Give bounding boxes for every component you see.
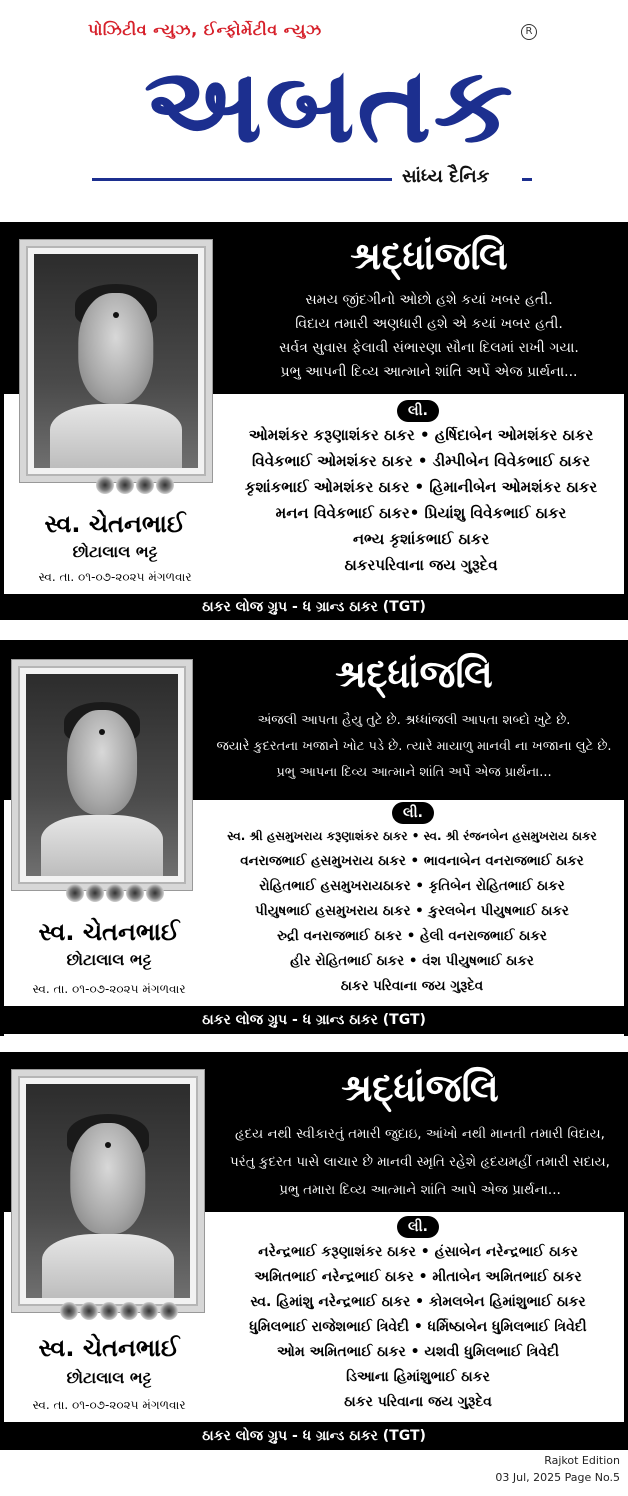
newspaper-logo: અબતક [144,44,516,166]
family-name-line: રોહિતભાઈ હસમુખરાયઠાકર • કૃતિબેન રોહિતભાઈ ઠાકર [259,878,565,894]
registered-mark-icon: R [521,24,537,40]
li-badge: લી. [392,802,434,824]
verse-line: અંજલી આપતા હૈયુ તુટે છે. શ્રધ્ધાંજલી આપતા શબ્દો ખુટે છે. [257,713,571,728]
edition-info [495,1454,620,1484]
verse-line: પ્રભુ તમારા દિવ્ય આત્માને શાંતિ આપે એજ પ્રાર્થના... [279,1182,561,1198]
obituary-notice-1 [0,222,628,620]
verse-line: જયારે કુદરતના ખજાને ખોટ પડે છે. ત્યારે માયાળુ માનવી ના ખજાના લુટે છે. [216,739,612,754]
li-badge: લી. [397,400,439,422]
portrait-frame [20,240,212,482]
notice-title: શ્રદ્ધાંજલિ [350,234,508,278]
verse-line: વિદાય તમારી અણધારી હશે એ કયાં ખબર હતી. [295,316,563,332]
portrait-frame [12,1070,204,1312]
notice-footer: ઠાકર લોજ ગ્રુપ - ધ ગ્રાન્ડ ઠાકર (TGT) [0,1006,628,1034]
deceased-father-name: છોટાલાલ ભટ્ટ [66,950,152,969]
family-name-line: નભ્ય કૃશાંકભાઈ ઠાકર [352,530,490,548]
family-name-line: ઓમ અમિતભાઈ ઠાકર • યશવી ધુમિલભાઈ ત્રિવેદી [277,1344,559,1360]
family-name-line: ઓમશંકર કરૂણાશંકર ઠાકર • હર્ષિદાબેન ઓમશંકર ઠાકર [248,426,594,444]
family-name-line: અમિતભાઈ નરેન્દ્રભાઈ ઠાકર • મીતાબેન અમિતભાઈ ઠાકર [254,1269,582,1285]
family-names [196,824,628,999]
family-name-line: વનરાજભાઈ હસમુખરાય ઠાકર • ભાવનાબેન વનરાજભાઈ ઠાકર [240,853,584,869]
obituary-notice-3 [0,1052,628,1450]
notice-footer: ઠાકર લોજ ગ્રુપ - ધ ગ્રાન્ડ ઠાકર (TGT) [0,594,628,620]
deceased-photo [26,1084,190,1298]
edition-name: Rajkot Edition [544,1454,620,1467]
family-name-line: વિવેકભાઈ ઓમશંકર ઠાકર • ડીમ્પીબેન વિવેકભાઈ ઠાકર [251,452,591,470]
portrait-frame [12,660,192,890]
deceased-date: સ્વ. તા. ૦૧-૦૭-૨૦૨૫ મંગળવાર [32,1398,186,1412]
family-name-line: સ્વ. હિમાંશુ નરેન્દ્રભાઈ ઠાકર • કોમલબેન હિમાંશુભાઈ ઠાકર [250,1294,586,1310]
family-names [208,1240,628,1415]
verse-line: પ્રભુ આપના દિવ્ય આત્માને શાંતિ અર્પે એજ પ્રાર્થના... [276,765,552,780]
deceased-father-name: છોટાલાલ ભટ્ટ [72,542,158,561]
family-name-line: સ્વ. શ્રી હસમુખરાય કરૂણાશંકર ઠાકર • સ્વ. શ્રી રંજનબેન હસમુખરાય ઠાકર [227,829,597,843]
subtitle-rule-left [92,178,392,181]
verse-line: પરંતુ કુદરત પાસે લાચાર છે માનવી સ્મૃતિ રહેશે હૃદયમહીં તમારી સદાય, [230,1154,610,1170]
notice-footer: ઠાકર લોજ ગ્રુપ - ધ ગ્રાન્ડ ઠાકર (TGT) [0,1422,628,1450]
notice-verse [230,288,628,384]
deceased-name: સ્વ. ચેતનભાઈ [38,1334,180,1362]
deceased-father-name: છોટાલાલ ભટ્ટ [66,1368,152,1387]
verse-line: સમય જીંદગીનો ઓછો હશે કયાં ખબર હતી. [305,292,553,308]
flower-decoration [96,476,174,496]
family-name-line: ડિઆના હિમાંશુભાઈ ઠાકર [346,1369,490,1385]
notice-title: શ્રદ્ધાંજલિ [341,1066,499,1110]
family-name-line: ધુમિલભાઈ રાજેશભાઈ ત્રિવેદી • ધર્મિષ્ઠાબેન ધુમિલભાઈ ત્રિવેદી [249,1319,587,1335]
masthead-subtitle-row [92,166,532,194]
notice-border-left [0,222,4,620]
family-name-line: મનન વિવેકભાઈ ઠાકર• પ્રિયાંશુ વિવેકભાઈ ઠાકર [275,504,567,522]
deceased-photo [26,674,178,876]
family-names [214,422,628,578]
deceased-photo [34,254,198,468]
family-name-line: પીયુષભાઈ હસમુખરાય ઠાકર • કુરલબેન પીયુષભાઈ ઠાકર [255,903,569,919]
masthead-tagline: પોઝિટીવ ન્યુઝ, ઈન્ફોર્મેટીવ ન્યુઝ [88,20,322,39]
flower-decoration [60,1302,178,1322]
verse-line: હૃદય નથી સ્વીકારતું તમારી જુદાઇ, આંખો નથી માનતી તમારી વિદાય, [235,1126,605,1142]
notice-verse [212,1120,628,1204]
subtitle-rule-right [522,178,532,181]
obituary-notice-2 [0,640,628,1036]
edition-date-page: 03 Jul, 2025 Page No.5 [495,1471,620,1484]
family-name-line: હીર રોહિતભાઈ ઠાકર • વંશ પીયુષભાઈ ઠાકર [290,953,534,969]
deceased-date: સ્વ. તા. ૦૧-૦૭-૨૦૨૫ મંગળવાર [38,570,192,584]
verse-line: પ્રભુ આપની દિવ્ય આત્માને શાંતિ અર્પે એજ પ્રાર્થના... [280,364,578,380]
family-name-line: નરેન્દ્રભાઈ કરૂણાશંકર ઠાકર • હંસાબેન નરેન્દ્રભાઈ ઠાકર [258,1244,578,1260]
masthead-subtitle: સાંધ્ય દૈનિક [402,166,490,187]
notice-verse [200,708,628,786]
family-name-line: ઠાકરપરિવાના જય ગુરૂદેવ [344,556,498,574]
notice-border-left [0,1052,4,1450]
family-name-line: ઠાકર પરિવાના જય ગુરૂદેવ [344,1394,492,1410]
deceased-name: સ્વ. ચેતનભાઈ [38,918,180,946]
deceased-date: સ્વ. તા. ૦૧-૦૭-૨૦૨૫ મંગળવાર [32,982,186,996]
masthead [0,0,628,218]
notice-border-left [0,640,4,1036]
deceased-name: સ્વ. ચેતનભાઈ [44,510,186,538]
notice-title: શ્રદ્ધાંજલિ [335,652,493,696]
family-name-line: રુદ્રી વનરાજભાઈ ઠાકર • હેલી વનરાજભાઈ ઠાકર [277,928,547,944]
family-name-line: કૃશાંકભાઈ ઓમશંકર ઠાકર • હિમાનીબેન ઓમશંકર ઠાકર [244,478,598,496]
verse-line: સર્વત્ર સુવાસ ફેલાવી સંભારણા સૌના દિલમાં રાખી ગયા. [279,340,579,356]
family-name-line: ઠાકર પરિવાના જય ગુરૂદેવ [340,978,484,994]
li-badge: લી. [397,1216,439,1238]
flower-decoration [66,884,164,904]
